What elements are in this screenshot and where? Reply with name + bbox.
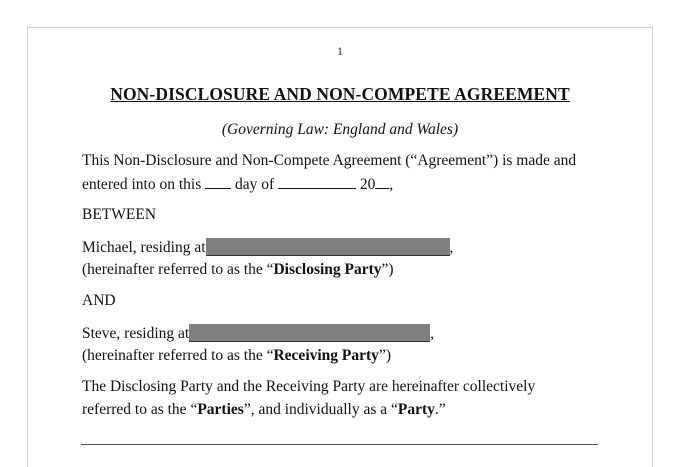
parties-term: Parties bbox=[197, 401, 244, 418]
closing-text-c: .” bbox=[434, 401, 446, 418]
party1-name: Michael, residing at bbox=[82, 239, 206, 256]
party1-comma: , bbox=[449, 239, 454, 256]
intro-line-2 bbox=[82, 175, 393, 194]
party1-address-redaction bbox=[206, 238, 450, 256]
between-heading: BETWEEN bbox=[82, 206, 157, 223]
party1-ref-close: ”) bbox=[381, 261, 394, 278]
intro-text-2c: 20 bbox=[359, 176, 376, 193]
and-heading: AND bbox=[82, 292, 116, 309]
year-blank bbox=[375, 175, 389, 189]
party2-address-redaction bbox=[189, 324, 430, 342]
party2-ref-close: ”) bbox=[378, 347, 391, 364]
section-divider bbox=[81, 444, 598, 445]
party1-line bbox=[82, 238, 453, 257]
party-term: Party bbox=[397, 401, 435, 418]
agreement-title: NON-DISCLOSURE AND NON-COMPETE AGREEMENT bbox=[110, 84, 570, 104]
closing-text-b: ”, and individually as a “ bbox=[243, 401, 398, 418]
intro-text-1: This Non-Disclosure and Non-Compete Agreement (“Agreement”) is made and bbox=[82, 152, 577, 169]
intro-text-2a: entered into on this bbox=[82, 176, 202, 193]
intro-text-2b: day of bbox=[235, 176, 275, 193]
party2-name: Steve, residing at bbox=[82, 325, 190, 342]
month-blank bbox=[278, 175, 356, 189]
closing-line-1: The Disclosing Party and the Receiving Party are hereinafter collectively bbox=[82, 378, 536, 395]
document-page bbox=[27, 27, 653, 467]
party1-ref-text: (hereinafter referred to as the “ bbox=[82, 261, 274, 278]
governing-law-subtitle: (Governing Law: England and Wales) bbox=[221, 121, 459, 138]
disclosing-party-term: Disclosing Party bbox=[273, 261, 382, 278]
intro-line-1 bbox=[82, 152, 576, 170]
party1-reference bbox=[82, 261, 394, 279]
party2-ref-text: (hereinafter referred to as the “ bbox=[82, 347, 274, 364]
page-number: 1 bbox=[337, 44, 343, 58]
receiving-party-term: Receiving Party bbox=[273, 347, 379, 364]
day-blank bbox=[205, 175, 231, 189]
closing-line-2 bbox=[82, 401, 446, 419]
closing-text-a: referred to as the “ bbox=[82, 401, 198, 418]
party2-line bbox=[82, 324, 434, 343]
party2-comma: , bbox=[430, 325, 435, 342]
party2-reference bbox=[82, 347, 391, 365]
intro-text-2d: , bbox=[389, 176, 394, 193]
